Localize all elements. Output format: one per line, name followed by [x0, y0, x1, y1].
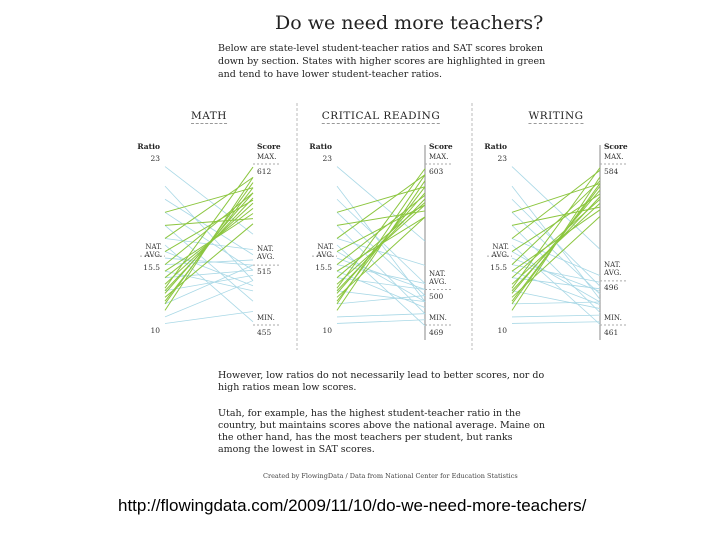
- score-max-label: MAX.: [257, 153, 277, 161]
- ratio-tick-min: 10: [497, 326, 507, 335]
- ratio-tick-min: 10: [150, 326, 160, 335]
- score-tick-avg: 496: [604, 282, 619, 292]
- panel-title: CRITICAL READING: [321, 110, 441, 122]
- score-tick-avg: 500: [429, 291, 444, 301]
- score-axis-label: Score: [257, 142, 281, 151]
- chart-subtitle: Below are state-level student-teacher ratios and SAT scores broken down by section. States with higher scores are highlighted in green and tend to have lower student-teacher ratios.: [218, 43, 546, 80]
- score-axis-label: Score: [604, 142, 628, 151]
- score-min-label: MIN.: [257, 314, 275, 322]
- score-tick-min: 455: [257, 328, 272, 337]
- state-line-green: [512, 190, 600, 293]
- panel-title: WRITING: [528, 110, 584, 122]
- credit: Created by FlowingData / Data from National Center for Education Statistics: [263, 472, 518, 480]
- ratio-axis-label: Ratio: [309, 142, 332, 151]
- paragraph-2: Utah, for example, has the highest student-teacher ratio in the country, but maintains scores above the national average. Maine on the other hand, has the most teachers per student, but ranks among the lowest in SAT scores.: [218, 408, 546, 455]
- state-line-blue: [512, 315, 600, 317]
- score-tick-min: 469: [429, 328, 444, 337]
- ratio-axis-label: Ratio: [484, 142, 507, 151]
- ratio-tick-max: 23: [322, 154, 332, 163]
- ratio-axis-label: Ratio: [137, 142, 160, 151]
- ratio-tick-avg: 15.5: [143, 263, 160, 272]
- score-tick-max: 584: [604, 167, 619, 176]
- score-min-label: MIN.: [429, 314, 447, 322]
- ratio-nat-avg-label: NAT. AVG.: [491, 243, 509, 259]
- score-tick-max: 603: [429, 167, 444, 176]
- source-url[interactable]: http://flowingdata.com/2009/11/10/do-we-need-more-teachers/: [118, 496, 587, 515]
- ratio-tick-avg: 15.5: [315, 263, 332, 272]
- score-nat-avg-label: NAT. AVG.: [604, 260, 622, 277]
- state-line-green: [337, 202, 425, 277]
- state-line-blue: [512, 322, 600, 324]
- state-line-green: [337, 181, 425, 311]
- state-line-green: [165, 208, 253, 277]
- state-line-blue: [337, 320, 425, 324]
- score-tick-min: 461: [604, 328, 619, 337]
- score-axis-label: Score: [429, 142, 453, 151]
- state-line-blue: [165, 312, 253, 324]
- score-nat-avg-label: NAT. AVG.: [257, 245, 275, 262]
- state-line-green: [512, 210, 600, 271]
- score-tick-avg: 515: [257, 267, 272, 277]
- ratio-tick-max: 23: [150, 154, 160, 163]
- score-min-label: MIN.: [604, 314, 622, 322]
- ratio-tick-max: 23: [497, 154, 507, 163]
- ratio-nat-avg-label: NAT. AVG.: [316, 243, 334, 259]
- panel-title: MATH: [191, 110, 227, 122]
- state-line-green: [337, 211, 425, 225]
- state-line-blue: [512, 302, 600, 304]
- score-max-label: MAX.: [604, 153, 624, 161]
- chart-title: Do we need more teachers?: [275, 12, 544, 34]
- ratio-nat-avg-label: NAT. AVG.: [144, 243, 162, 259]
- score-nat-avg-label: NAT. AVG.: [429, 269, 447, 286]
- state-line-green: [337, 193, 425, 294]
- state-line-green: [165, 167, 253, 288]
- ratio-tick-avg: 15.5: [490, 263, 507, 272]
- paragraph-1: However, low ratios do not necessarily lead to better scores, nor do high ratios mean low scores.: [218, 370, 545, 393]
- score-tick-max: 612: [257, 167, 272, 176]
- ratio-tick-min: 10: [322, 326, 332, 335]
- score-max-label: MAX.: [429, 153, 449, 161]
